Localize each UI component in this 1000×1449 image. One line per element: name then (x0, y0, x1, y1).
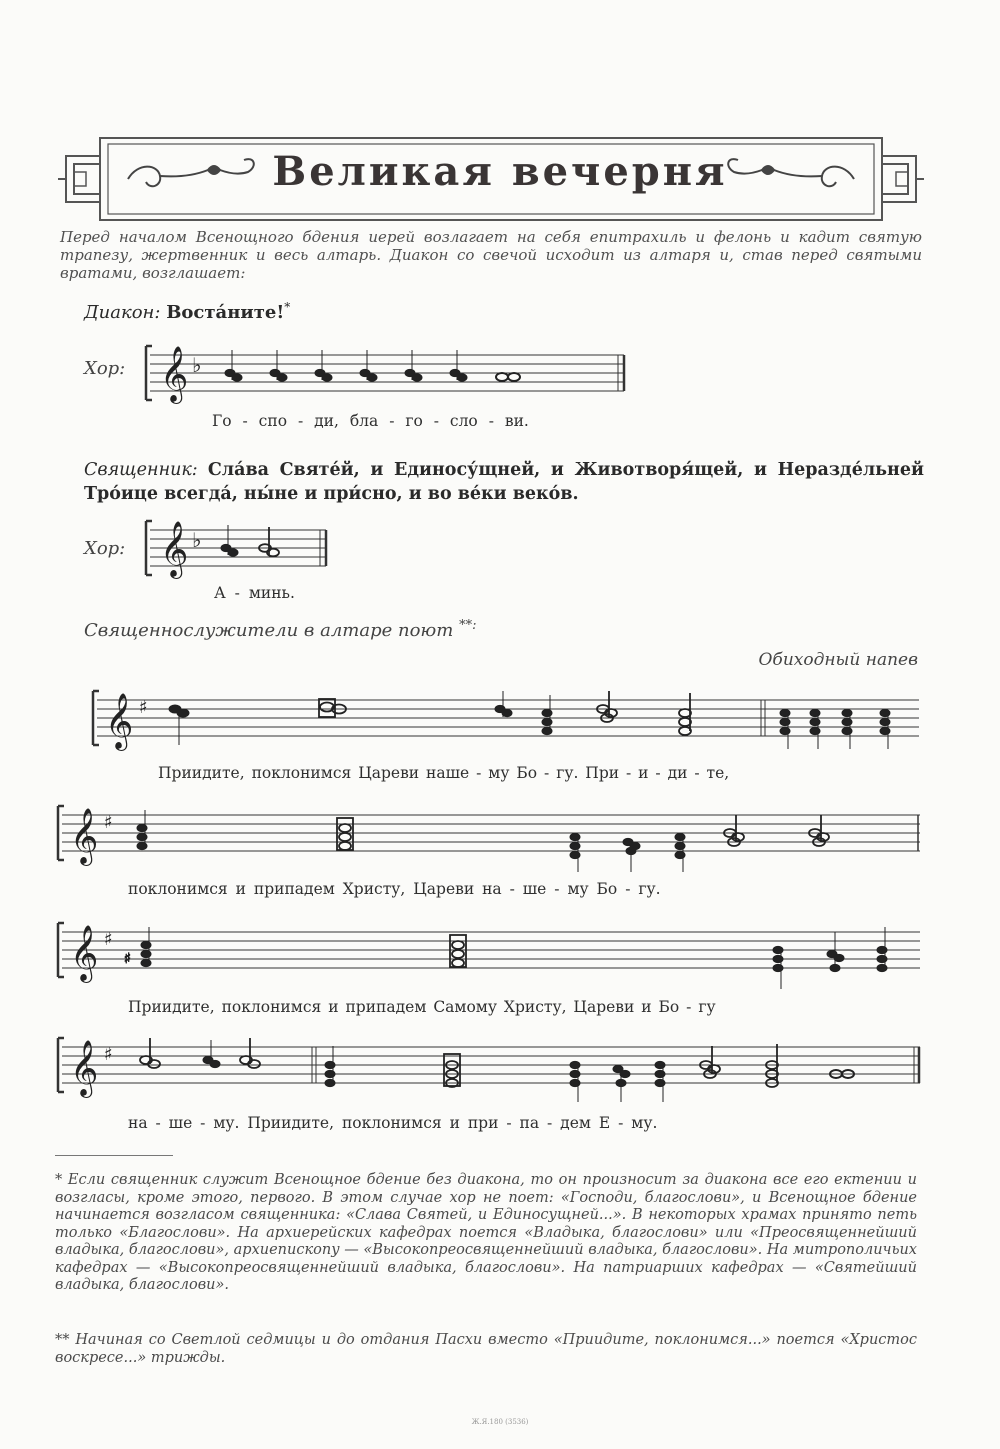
deacon-mark: * (284, 300, 291, 314)
clergy-rubric (84, 618, 476, 641)
staff-line-3 (50, 917, 925, 997)
clergy-text: Священнослужители в алтаре поют (84, 620, 454, 641)
deacon-line (84, 300, 290, 323)
deacon-label: Диакон: (84, 302, 161, 323)
deacon-text: Воста́ните! (166, 302, 285, 323)
chant-source: Обиходный напев (758, 650, 918, 670)
page-code: Ж.Я.180 (3536) (471, 1418, 529, 1426)
choir2-lyrics: А - минь. (214, 584, 295, 602)
treble-clef-icon: 𝄞 (105, 693, 134, 749)
staff-lyrics-2: поклонимся и припадем Христу, Цареви на - ше - му Бо - гу. (128, 880, 661, 898)
treble-clef-icon: 𝄞 (160, 346, 189, 402)
flat-icon: ♭ (192, 353, 202, 377)
treble-clef-icon: 𝄞 (70, 1040, 99, 1096)
choir1-lyrics: Го - спо - ди, бла - го - сло - ви. (212, 412, 529, 430)
staff-line-2 (50, 800, 925, 875)
choir-label-2: Хор: (84, 538, 126, 559)
sharp-icon: ♯ (104, 812, 113, 833)
staff-line-4 (50, 1032, 925, 1112)
staff-lyrics-3: Приидите, поклонимся и припадем Самому Христу, Цареви и Бо - гу (128, 998, 716, 1016)
clergy-mark: **: (459, 618, 477, 633)
sharp-icon: ♯ (104, 929, 113, 950)
sharp-icon: ♯ (139, 697, 148, 718)
treble-clef-icon: 𝄞 (70, 925, 99, 981)
footnote-2: ** Начиная со Светлой седмицы и до отдания Пасхи вместо «Приидите, поклонимся...» поется «Христос воскресе...» трижды. (55, 1332, 917, 1366)
priest-line (84, 458, 924, 506)
staff-lyrics-1: Приидите, поклонимся Цареви наше - му Бо - гу. При - и - ди - те, (158, 764, 730, 782)
flat-icon: ♭ (192, 528, 202, 552)
priest-label: Священник: (84, 460, 198, 480)
sharp-icon: ♯ (104, 1044, 113, 1065)
treble-clef-icon: 𝄞 (70, 808, 99, 864)
footnote-1: * Если священник служит Всенощное бдение без диакона, то он произносит за диакона все его ектении и возгласы, кроме этого, первого. В этом случае хор не поет: «Господи, благослови», и Всенощное бдение начинается возгласом священника: «Слава Святей, и Единосущней...». В некоторых храмах принято петь только «Благослови». На архиерейских кафедрах поется «Владыка, благослови» или «Преосвященнейший владыка, благослови», архиепископу — «Высокопреосвященнейший владыка, благослови». На митрополичьих кафедрах — «Высокопреосвященнейший владыка, благослови». На патриарших кафедрах — «Святейший владыка, благослови». (55, 1172, 917, 1293)
priest-text: Сла́ва Святе́й, и Единосу́щней, и Животворя́щей, и Нераздéльней Тро́ице всегда́, ны́не и при́сно, и во ве́ки веко́в. (84, 460, 924, 504)
intro-rubric: Перед началом Всенощного бдения иерей возлагает на себя епитрахиль и фелонь и кадит святую трапезу, жертвенник и весь алтарь. Диакон со свечой исходит из алтаря и, став перед святыми вратами, возглашает: (60, 228, 922, 282)
choir-label-1: Хор: (84, 358, 126, 379)
treble-clef-icon: 𝄞 (160, 521, 189, 577)
svg-text:♯: ♯ (124, 951, 131, 967)
staff-choir-2 (140, 515, 330, 585)
page-title: Великая вечерня (272, 148, 728, 195)
staff-choir-1 (140, 340, 630, 410)
footnote-rule (55, 1155, 173, 1156)
staff-lyrics-4: на - ше - му. Приидите, поклонимся и при - па - дем Е - му. (128, 1114, 658, 1132)
staff-line-1 (85, 685, 925, 760)
